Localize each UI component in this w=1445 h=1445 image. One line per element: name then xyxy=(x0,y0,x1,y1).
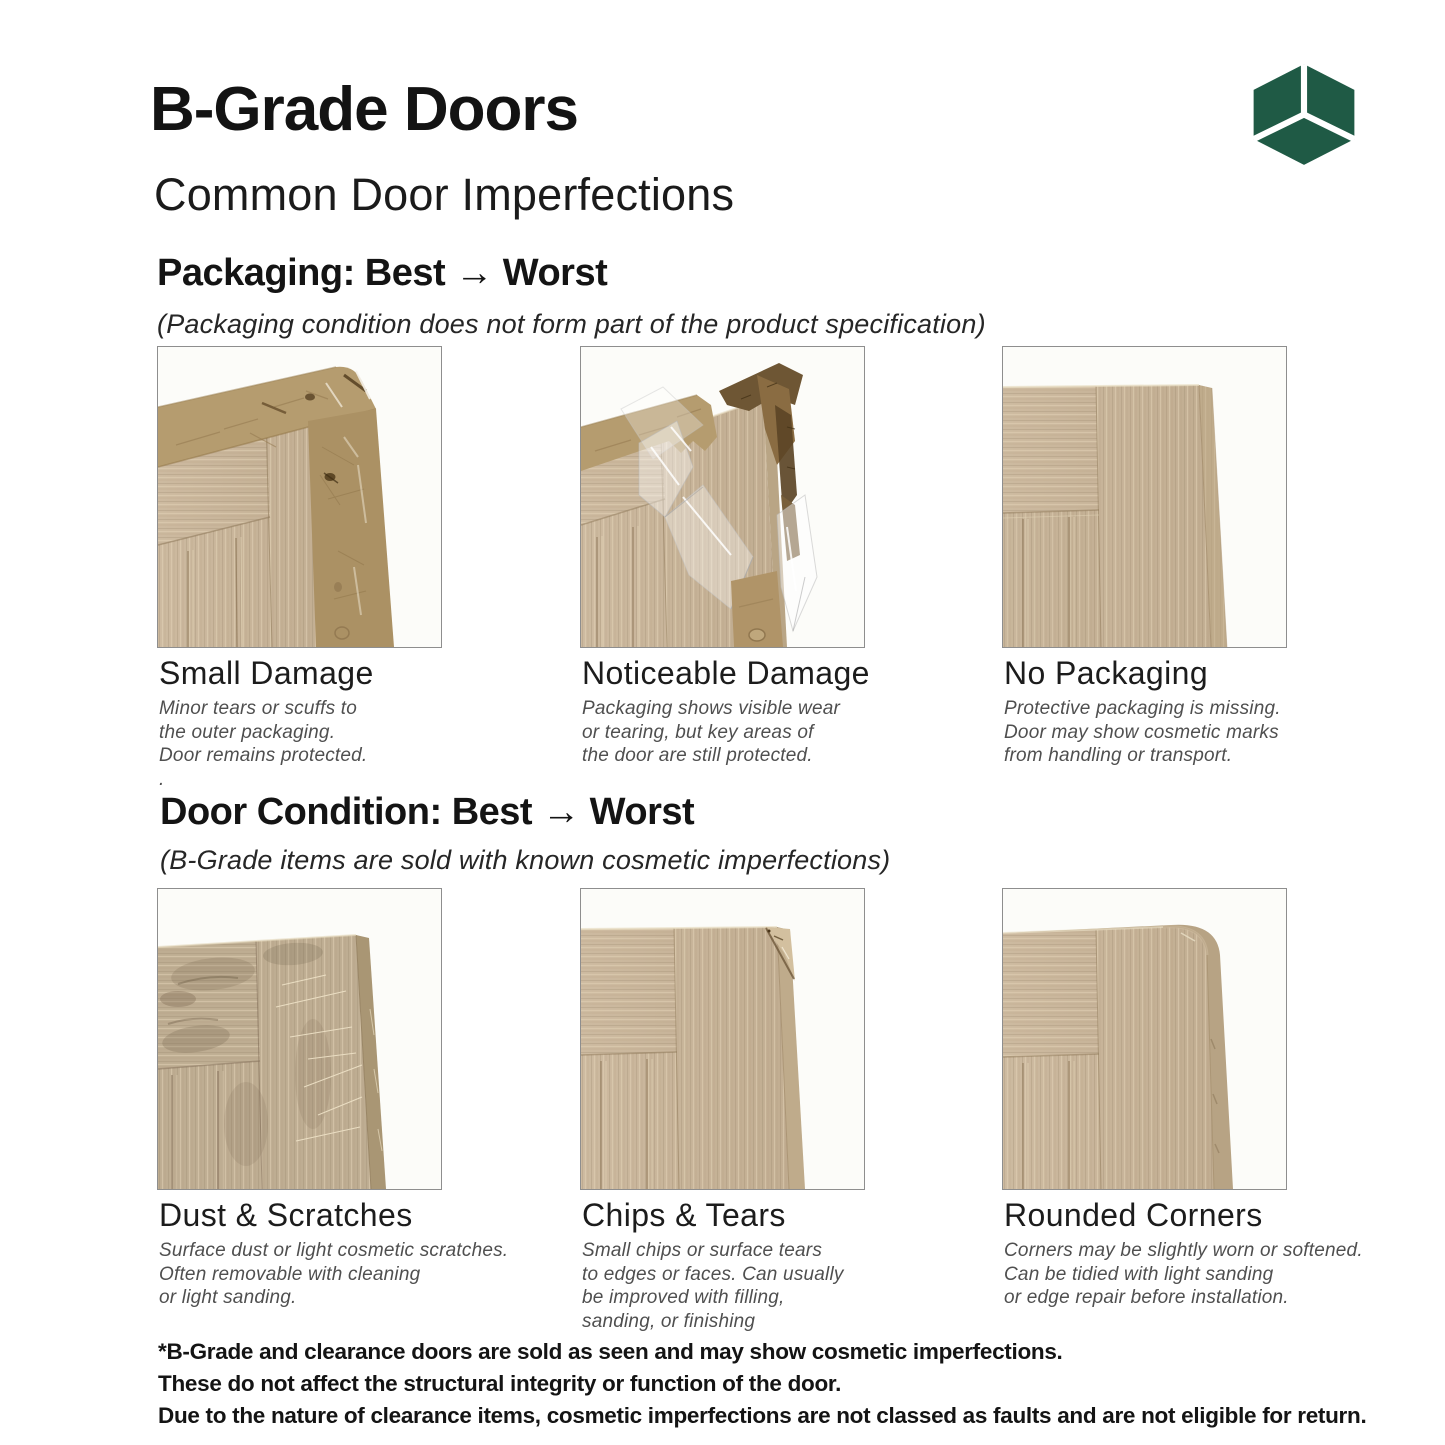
card-line: sanding, or finishing xyxy=(582,1310,756,1332)
card-title: No Packaging xyxy=(1004,655,1209,691)
card-line: Corners may be slightly worn or softened. xyxy=(1004,1240,1363,1261)
dust-scratches-illustration xyxy=(158,889,441,1189)
section-note-door-condition: (B-Grade items are sold with known cosmetic imperfections) xyxy=(160,845,891,875)
card-line: Can be tidied with light sanding xyxy=(1004,1263,1274,1285)
card-line: to edges or faces. Can usually xyxy=(582,1263,844,1285)
card-line: or edge repair before installation. xyxy=(1004,1287,1289,1308)
card-line: Door remains protected. xyxy=(159,745,368,766)
photo-no-packaging xyxy=(1002,346,1287,648)
card-line: Protective packaging is missing. xyxy=(1004,698,1281,719)
photo-noticeable-damage xyxy=(580,346,865,648)
noticeable-damage-illustration xyxy=(581,347,864,647)
card-rounded-corners xyxy=(1004,1196,1414,1310)
card-no-packaging xyxy=(1004,654,1414,768)
card-small-damage xyxy=(159,654,569,791)
card-line: Door may show cosmetic marks xyxy=(1004,721,1279,743)
card-line: the outer packaging. xyxy=(159,721,336,743)
card-title: Dust & Scratches xyxy=(159,1197,413,1233)
card-title: Small Damage xyxy=(159,655,374,691)
small-damage-illustration xyxy=(158,347,441,647)
card-line: Minor tears or scuffs to xyxy=(159,698,358,719)
card-title: Chips & Tears xyxy=(582,1197,786,1233)
photo-chips-tears xyxy=(580,888,865,1190)
card-line: Small chips or surface tears xyxy=(582,1240,823,1261)
footer-line: These do not affect the structural integrity or function of the door. xyxy=(158,1371,842,1396)
section-heading-strong: Door Condition: xyxy=(160,791,442,833)
section-heading-rest: Best → Worst xyxy=(364,252,608,294)
rounded-corners-illustration xyxy=(1003,889,1286,1189)
card-line: the door are still protected. xyxy=(582,745,813,766)
footer-disclaimer xyxy=(158,1336,1366,1432)
brand-cube-logo-icon xyxy=(1248,63,1360,166)
card-title: Rounded Corners xyxy=(1004,1197,1263,1233)
section-note-packaging: (Packaging condition does not form part of the product specification) xyxy=(157,309,986,339)
card-line: Packaging shows visible wear xyxy=(582,698,840,719)
card-noticeable-damage xyxy=(582,654,992,768)
section-heading-rest: Best → Worst xyxy=(451,791,695,833)
card-dust-scratches xyxy=(159,1196,569,1310)
card-line: Surface dust or light cosmetic scratches. xyxy=(159,1240,509,1261)
card-line: from handling or transport. xyxy=(1004,745,1233,766)
card-line: . xyxy=(159,768,165,790)
page-subtitle: Common Door Imperfections xyxy=(154,169,735,220)
card-line: or light sanding. xyxy=(159,1287,297,1308)
card-line: or tearing, but key areas of xyxy=(582,721,814,743)
section-heading-strong: Packaging: xyxy=(157,252,355,294)
photo-dust-scratches xyxy=(157,888,442,1190)
card-title: Noticeable Damage xyxy=(582,655,870,691)
footer-line: Due to the nature of clearance items, cosmetic imperfections are not classed as faults and are not eligible for return. xyxy=(158,1403,1367,1428)
card-line: be improved with filling, xyxy=(582,1287,785,1308)
footer-line: *B-Grade and clearance doors are sold as seen and may show cosmetic imperfections. xyxy=(158,1339,1063,1364)
page-title: B-Grade Doors xyxy=(150,75,578,144)
photo-rounded-corners xyxy=(1002,888,1287,1190)
chips-tears-illustration xyxy=(581,889,864,1189)
card-chips-tears xyxy=(582,1196,992,1333)
card-line: Often removable with cleaning xyxy=(159,1263,421,1285)
photo-small-damage xyxy=(157,346,442,648)
section-heading-door-condition xyxy=(160,791,694,835)
no-packaging-illustration xyxy=(1003,347,1286,647)
section-heading-packaging xyxy=(157,252,607,296)
